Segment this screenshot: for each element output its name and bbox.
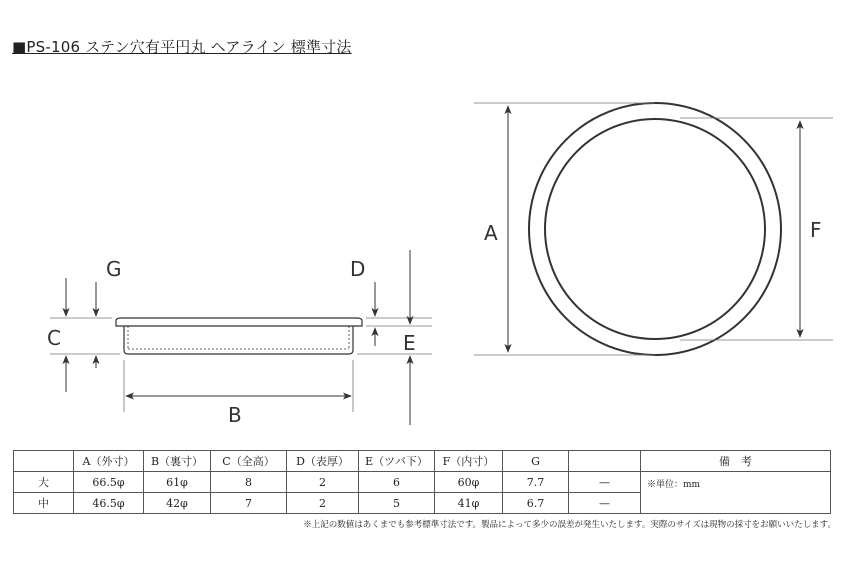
value-cell: 2 (287, 472, 359, 493)
body-profile (124, 326, 353, 354)
value-cell: 7 (211, 493, 287, 514)
flange-profile (116, 318, 362, 326)
label-f: F (810, 218, 822, 242)
table-row (14, 472, 831, 493)
table-header-row (14, 451, 831, 472)
header-cell-c: C（全高） (211, 451, 287, 472)
header-cell-e: E（ツバ下） (359, 451, 435, 472)
value-cell: 42φ (144, 493, 211, 514)
side-view (116, 318, 362, 354)
label-e: E (403, 331, 416, 355)
header-cell (569, 451, 641, 472)
label-d: D (350, 257, 366, 281)
label-a: A (484, 221, 498, 245)
value-cell: 2 (287, 493, 359, 514)
extension-lines-top (474, 103, 833, 355)
label-g: G (106, 257, 122, 281)
header-cell (14, 451, 74, 472)
value-cell: 66.5φ (74, 472, 144, 493)
label-b: B (228, 403, 242, 427)
value-cell: 46.5φ (74, 493, 144, 514)
header-cell-f: F（内寸） (435, 451, 503, 472)
page-title: ■PS-106 ステン穴有平円丸 ヘアライン 標準寸法 (12, 38, 352, 56)
value-cell: 6.7 (503, 493, 569, 514)
dash-cell: — (569, 472, 641, 493)
inner-circle (545, 119, 765, 339)
footnote: ※上記の数値はあくまでも参考標準寸法です。製品によって多少の誤差が発生いたします。実際のサイズは現物の採寸をお願いいたします。 (303, 520, 836, 530)
header-cell-b: B（裏寸） (144, 451, 211, 472)
header-cell-remarks: 備 考 (641, 451, 831, 472)
dash-cell: — (569, 493, 641, 514)
remarks-cell: ※単位：mm (641, 472, 831, 514)
spec-table (13, 450, 831, 514)
size-cell: 中 (14, 493, 74, 514)
outer-circle (529, 103, 781, 355)
header-cell-g: G (503, 451, 569, 472)
value-cell: 61φ (144, 472, 211, 493)
value-cell: 6 (359, 472, 435, 493)
value-cell: 60φ (435, 472, 503, 493)
header-cell-d: D（表厚） (287, 451, 359, 472)
top-view (529, 103, 781, 355)
header-cell-a: A（外寸） (74, 451, 144, 472)
label-c: C (47, 326, 61, 350)
value-cell: 7.7 (503, 472, 569, 493)
value-cell: 41φ (435, 493, 503, 514)
size-cell: 大 (14, 472, 74, 493)
value-cell: 5 (359, 493, 435, 514)
value-cell: 8 (211, 472, 287, 493)
